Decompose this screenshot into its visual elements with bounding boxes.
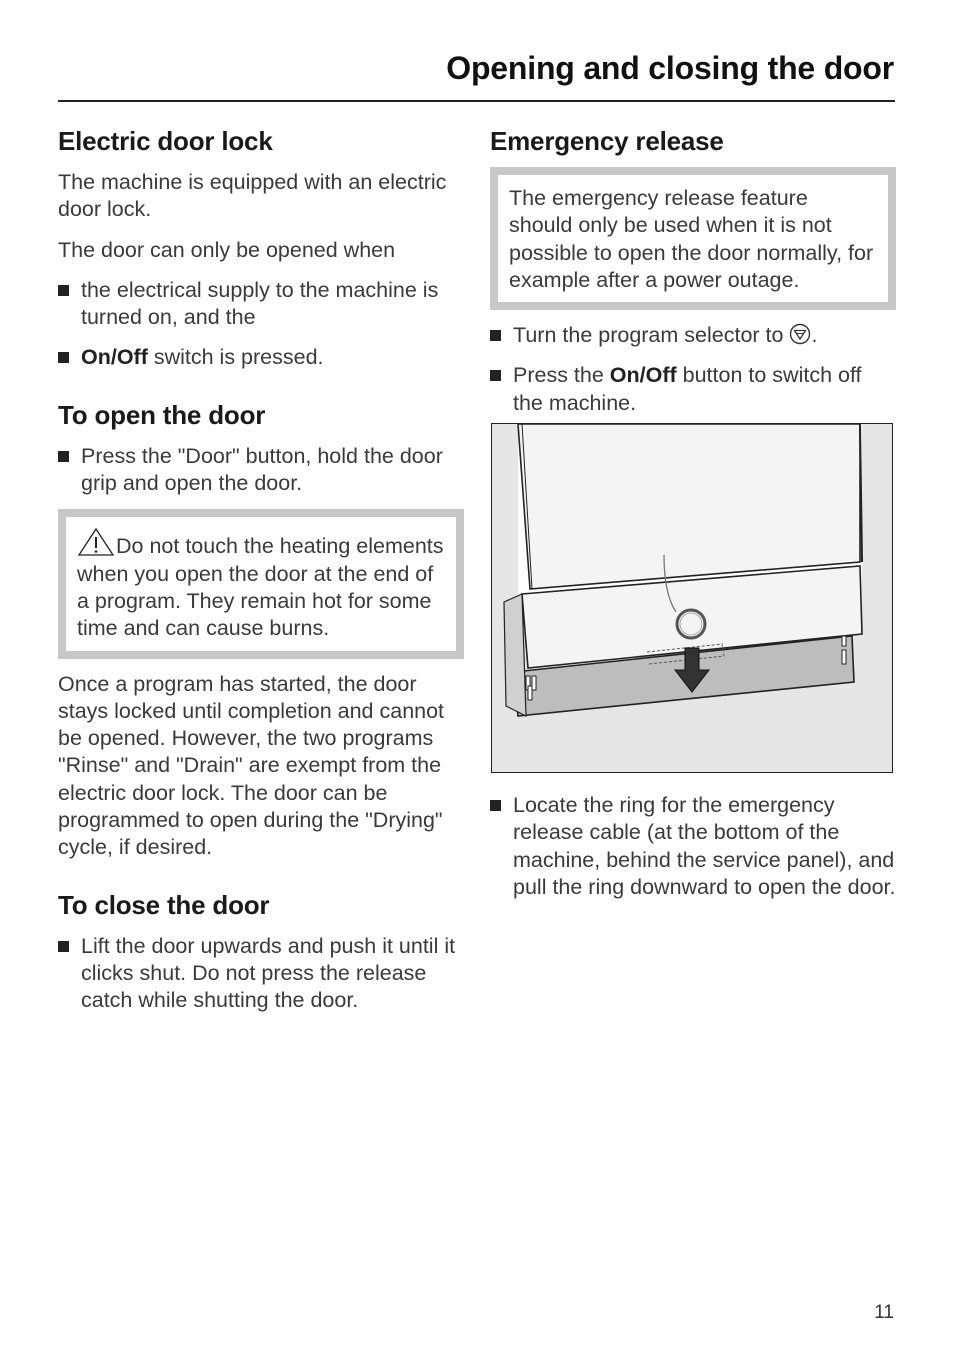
square-bullet-icon (58, 352, 69, 363)
square-bullet-icon (490, 800, 501, 811)
list-item-text: the electrical supply to the machine is turned on, and the (81, 277, 439, 330)
door-lock-condition: The door can only be opened when (58, 237, 396, 262)
on-off-label: On/Off (81, 345, 148, 370)
emergency-note-callout (490, 167, 896, 310)
square-bullet-icon (58, 941, 69, 952)
list-item (490, 362, 896, 417)
list-item (58, 443, 464, 498)
page-number: 11 (874, 1302, 894, 1323)
emergency-note-text: The emergency release feature should only be used when it is not possible to open the door normally, for example after a power outage. (509, 186, 874, 292)
on-off-label: On/Off (609, 363, 677, 388)
right-column-lower (490, 792, 896, 901)
emergency-release-illustration (491, 423, 893, 773)
open-door-list (58, 443, 464, 498)
close-door-heading: To close the door (58, 889, 270, 920)
list-item-text: Lift the door upwards and push it until it clicks shut. Do not press the release catch while shutting the door. (81, 933, 456, 1013)
door-lock-conditions-list (58, 277, 464, 372)
step1-suffix: . (811, 323, 818, 348)
list-item (490, 322, 896, 349)
machine-door (518, 424, 860, 589)
page-title: Opening and closing the door (446, 50, 894, 86)
list-item (58, 933, 464, 1015)
square-bullet-icon (58, 451, 69, 462)
emergency-release-heading: Emergency release (490, 126, 724, 156)
list-item-text: Press the "Door" button, hold the door grip and open the door. (81, 443, 443, 496)
left-column (58, 120, 464, 1015)
machine-drawing (492, 424, 892, 772)
warning-callout (58, 509, 464, 658)
program-selector-symbol-icon (789, 323, 811, 345)
right-column (490, 120, 896, 417)
warning-triangle-icon (77, 527, 115, 557)
title-rule (58, 100, 895, 102)
warning-text-block (77, 527, 445, 642)
list-item (490, 792, 896, 901)
list-item-text: switch is pressed. (147, 345, 324, 370)
emergency-steps-list (490, 322, 896, 417)
left-wall (492, 424, 518, 624)
door-lock-intro: The machine is equipped with an electric door lock. (58, 170, 447, 222)
open-door-heading: To open the door (58, 399, 266, 430)
side-panel (504, 594, 526, 716)
electric-door-lock-heading: Electric door lock (58, 126, 273, 156)
list-item (58, 344, 464, 371)
list-item-text: Locate the ring for the emergency release cable (at the bottom of the machine, behind the service panel), and pull the ring downward to open the door. (513, 793, 896, 899)
warning-text: Do not touch the heating elements when you open the door at the end of a program. They remain hot for some time and can cause burns. (77, 534, 444, 641)
step1-text: Turn the program selector to (513, 323, 790, 348)
step2-suffix: button to switch off the machine. (513, 363, 862, 415)
square-bullet-icon (490, 330, 501, 341)
step2-prefix: Press the (513, 363, 610, 388)
square-bullet-icon (490, 370, 501, 381)
square-bullet-icon (58, 285, 69, 296)
emergency-final-step-list (490, 792, 896, 901)
door-lock-paragraph: Once a program has started, the door stays locked until completion and cannot be opened. However, the two programs "Rinse" and "Drain" are exempt from the electric door lock. The door can be programmed to open during the "Drying" cycle, if desired. (58, 671, 445, 860)
list-item (58, 277, 464, 332)
close-door-list (58, 933, 464, 1015)
